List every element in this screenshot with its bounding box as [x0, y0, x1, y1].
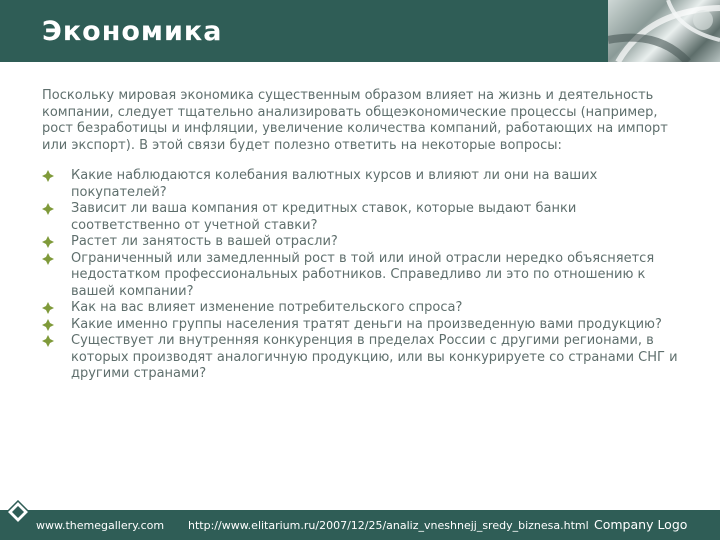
diamond-bullet-icon — [42, 170, 54, 182]
diamond-bullet-icon — [42, 236, 54, 248]
diamond-bullet-icon — [42, 253, 54, 265]
list-item-text: Ограниченный или замедленный рост в той или иной отрасли нередко объясняется недостатком профессиональных работников. Справедливо ли это по отношению к вашей компании? — [71, 250, 655, 299]
diamond-bullet-icon — [42, 319, 54, 331]
slide-title: Экономика — [42, 16, 223, 47]
diamond-bullet-icon — [42, 335, 54, 347]
company-logo-text: Company Logo — [594, 517, 688, 532]
list-item — [42, 333, 682, 383]
footer-diamond-icon — [6, 500, 30, 524]
list-item-text: Зависит ли ваша компания от кредитных ставок, которые выдают банки соответственно от учетной ставки? — [71, 201, 577, 233]
list-item-text: Растет ли занятость в вашей отрасли? — [71, 234, 338, 249]
header-bar — [0, 0, 720, 62]
list-item-text: Существует ли внутренняя конкуренция в пределах России с другими регионами, в которых производят аналогичную продукцию, или вы конкурируете со странами СНГ и другими странами? — [71, 333, 678, 381]
list-item — [42, 168, 682, 201]
slide-content — [42, 88, 682, 383]
list-item — [42, 317, 682, 334]
list-item-text: Какие именно группы населения тратят деньги на произведенную вами продукцию? — [71, 316, 662, 332]
header-decorative-image — [608, 0, 720, 62]
intro-paragraph: Поскольку мировая экономика существенным образом влияет на жизнь и деятельность компании, следует тщательно анализировать общеэкономические процессы (например, рост безработицы и инфляции, увеличение количества компаний, работающих на импорт или экспорт). В этой связи будет полезно ответить на некоторые вопросы: — [42, 88, 668, 153]
list-item — [42, 201, 682, 234]
footer-site-link[interactable]: www.themegallery.com — [36, 519, 165, 532]
diamond-bullet-icon — [42, 203, 54, 215]
list-item-text: Какие наблюдаются колебания валютных курсов и влияют ли они на ваших покупателей? — [71, 168, 598, 200]
list-item — [42, 300, 682, 317]
footer-source-url[interactable]: http://www.elitarium.ru/2007/12/25/analiz_vneshnejj_sredy_biznesa.html — [188, 519, 589, 532]
questions-list — [42, 168, 682, 383]
list-item-text: Как на вас влияет изменение потребительского спроса? — [71, 300, 463, 315]
diamond-bullet-icon — [42, 302, 54, 314]
list-item — [42, 234, 682, 251]
list-item — [42, 251, 682, 301]
